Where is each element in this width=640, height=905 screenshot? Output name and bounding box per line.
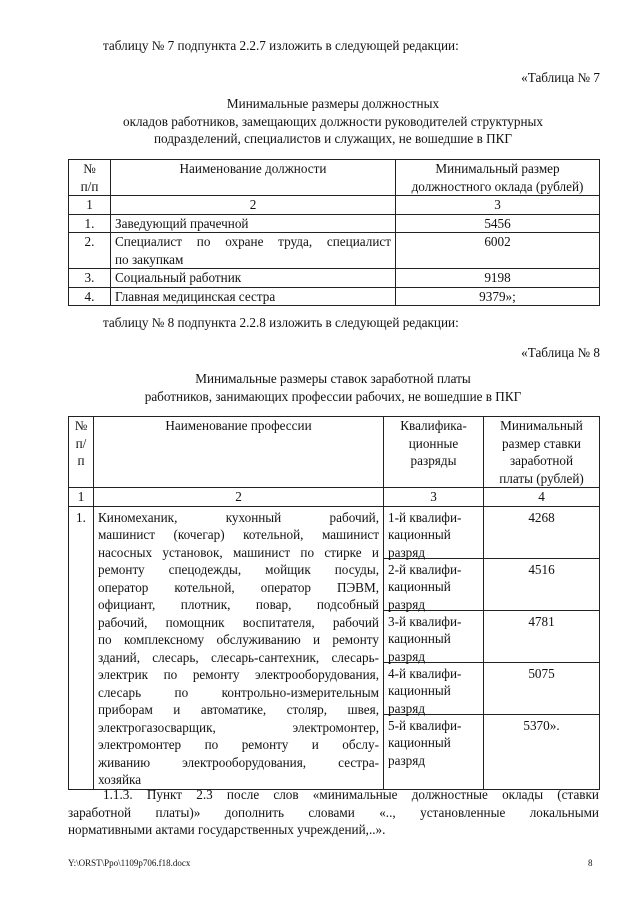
footer-file-path: Y:\ORST\Ppo\1109p706.f18.docx xyxy=(68,858,191,868)
table-row: 1. Заведующий прачечной 5456 xyxy=(69,214,600,233)
grade-item: 4-й квалифи- кационный разряд xyxy=(384,663,483,715)
grade-item: 1-й квалифи- кационный разряд xyxy=(384,507,483,559)
intro-text-table8: таблицу № 8 подпункта 2.2.8 изложить в следующей редакции: xyxy=(103,315,459,330)
table8-title: Минимальные размеры ставок заработной платы работников, занимающих профессии рабочих, не вошедшие в ПКГ xyxy=(144,371,522,404)
rate-value: 4781 xyxy=(484,611,599,663)
table7-header-row xyxy=(69,160,600,196)
table-row: 3. Социальный работник 9198 xyxy=(69,269,600,288)
rate-value: 4268 xyxy=(484,507,599,559)
grade-item: 2-й квалифи- кационный разряд xyxy=(384,559,483,611)
table7-header-name: Наименование должности xyxy=(111,160,396,196)
table8-rates xyxy=(484,506,600,789)
table8-header-qual: Квалифика- ционные разряды xyxy=(384,417,484,488)
table8-header-row xyxy=(69,417,600,488)
table8-header-num: № п/п xyxy=(69,417,94,488)
intro-text-table7: таблицу № 7 подпункта 2.2.7 изложить в следующей редакции: xyxy=(103,38,459,53)
rate-value: 5370». xyxy=(523,717,560,733)
table8-header-name: Наименование профессии xyxy=(94,417,384,488)
table-row: 1. Киномеханик, кухонный рабочий, машинист (кочегар) котельной, машинист насосных установок, машинист по стирке и ремонту спецодежды, мойщик посуды, оператор котельной, оператор ПЭВМ, официант, плотник, повар, подсобный рабочий, помощник воспитателя, рабочий по комплексному обслуживанию и ремонту зданий, слесарь, слесарь-сантехник, слесарь- электрик по ремонту электрооборудования, слесарь по контрольно-измерительным приборам и автоматике, столяр, швея, электрогазосварщик, электромонтер, электромонтер по ремонту и обслу- живанию электрооборудования, сестра- хозяйка 1-й квалифи- кационный разряд 2-й квалифи- кационный разряд 3-й квалифи- кационный разряд 4-й квалифи- кационный разряд 5-й квалифи- кационный разряд 4268 4516 4781 5075 5370». xyxy=(69,506,600,789)
table7-label: «Таблица № 7 xyxy=(521,70,600,85)
table7-title: Минимальные размеры должностных окладов работников, замещающих должности руководителей структурных подразделений, специалистов и служащих, не вошедшие в ПКГ xyxy=(122,96,544,146)
rate-value: 4516 xyxy=(484,559,599,611)
grade-item: 5-й квалифи- кационный разряд xyxy=(388,717,462,768)
table8-header-rate: Минимальный размер ставки заработной платы (рублей) xyxy=(484,417,600,488)
table-row: 4. Главная медицинская сестра 9379»; xyxy=(69,287,600,306)
table7-header-num: № п/п xyxy=(69,160,111,196)
grade-item: 3-й квалифи- кационный разряд xyxy=(384,611,483,663)
table7-header-salary: Минимальный размер должностного оклада (рублей) xyxy=(396,160,600,196)
table8 xyxy=(68,416,600,790)
table8-professions: Киномеханик, кухонный рабочий, машинист (кочегар) котельной, машинист насосных установок, машинист по стирке и ремонту спецодежды, мойщик посуды, оператор котельной, оператор ПЭВМ, официант, плотник, повар, подсобный рабочий, помощник воспитателя, рабочий по комплексному обслуживанию и ремонту зданий, слесарь, слесарь-сантехник, слесарь- электрик по ремонту электрооборудования, слесарь по контрольно-измерительным приборам и автоматике, столяр, швея, электрогазосварщик, электромонтер, электромонтер по ремонту и обслу- живанию электрооборудования, сестра- хозяйка xyxy=(94,506,384,789)
table8-label: «Таблица № 8 xyxy=(521,345,600,360)
table8-grades xyxy=(384,506,484,789)
table8-colnum-row: 1 2 3 4 xyxy=(69,488,600,507)
rate-value: 5075 xyxy=(484,663,599,715)
table7-colnum-row: 1 2 3 xyxy=(69,196,600,215)
page-number: 8 xyxy=(588,858,593,868)
table-row: 2. Специалист по охране труда, специалист по закупкам 6002 xyxy=(69,233,600,269)
closing-paragraph: 1.1.3. Пункт 2.3 после слов «минимальные должностные оклады (ставки заработной платы)» дополнить словами «.., установленные локальными нормативными актами государственных учреждений,..». xyxy=(68,787,599,837)
table7 xyxy=(68,159,600,306)
